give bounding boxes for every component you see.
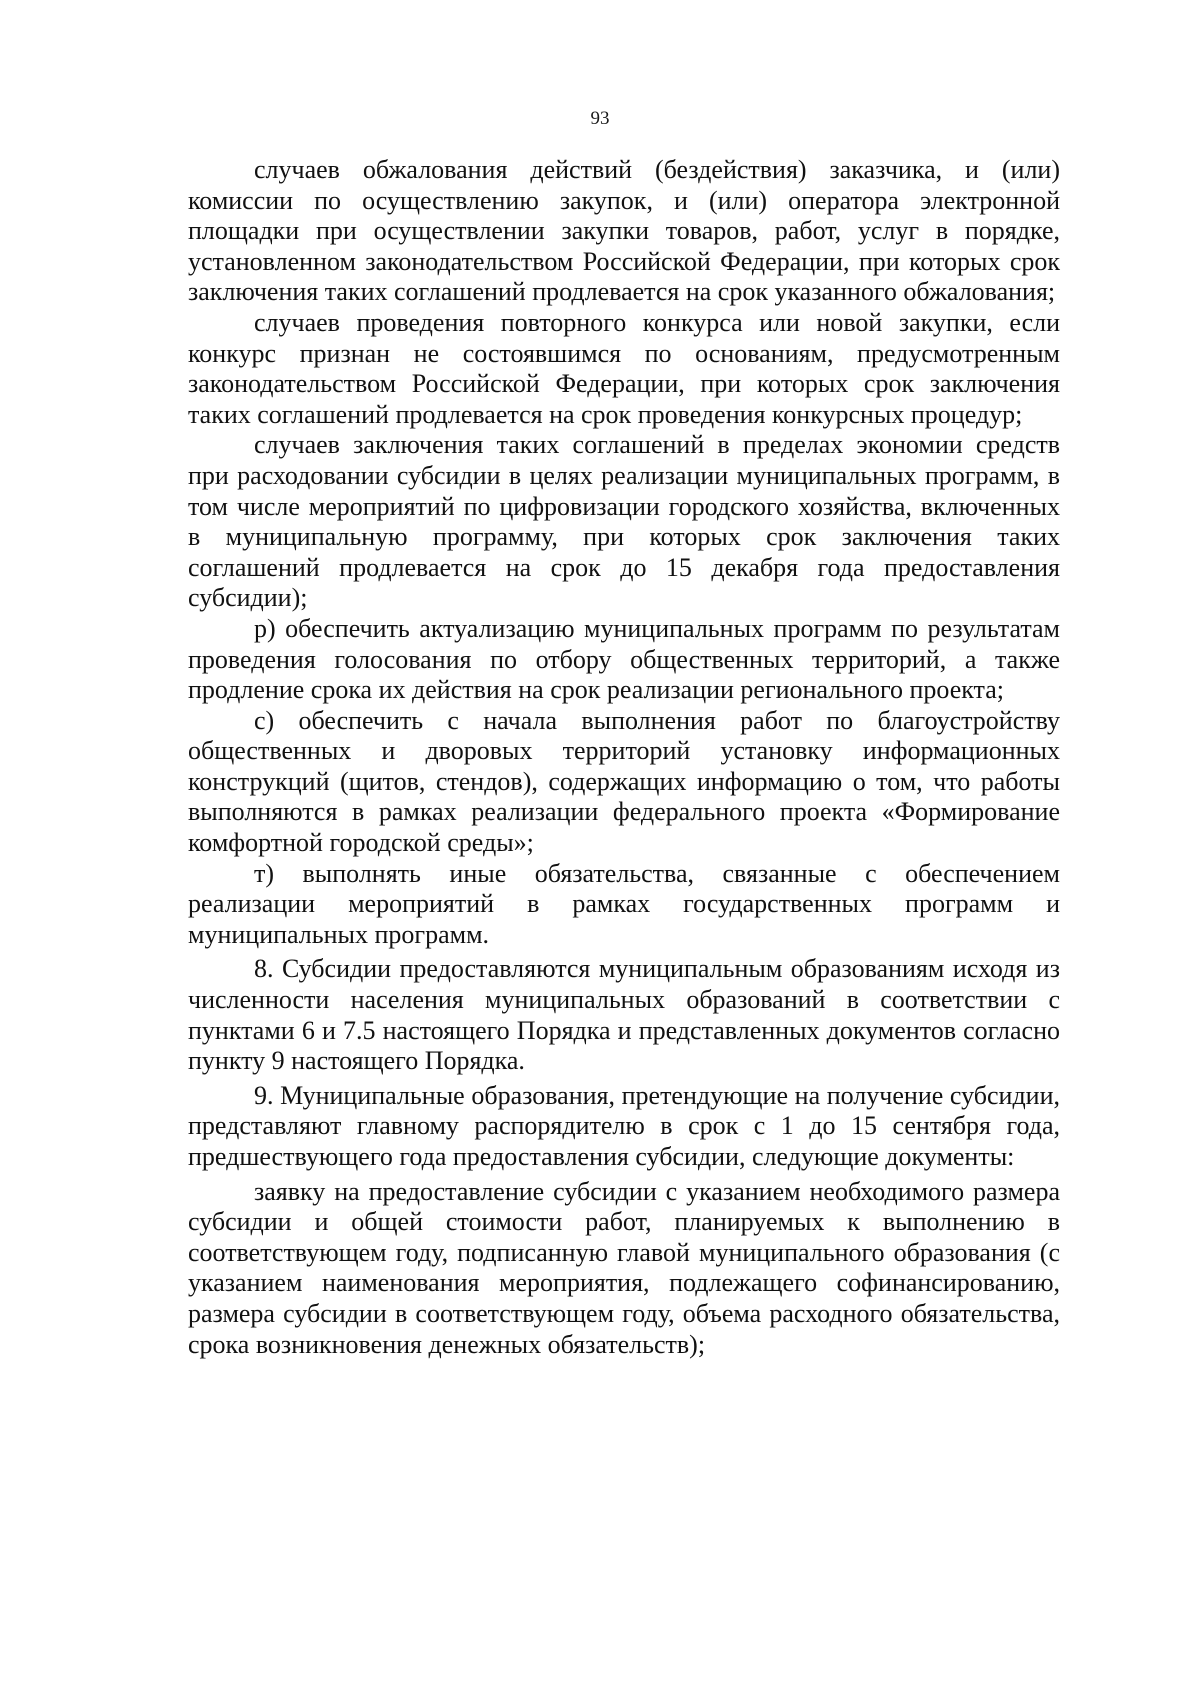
paragraph-application: заявку на предоставление субсидии с указанием необходимого размера субсидии и общей стоимости работ, планируемых к выполнению в соответствующем году, подписанную главой муниципального образования (с указанием наименования мероприятия, подлежащего софинансированию, размера субсидии в соответствующем году, объема расходного обязательства, срока возникновения денежных обязательств); xyxy=(188,1176,1060,1359)
page-number: 93 xyxy=(590,108,610,129)
paragraph-item-t: т) выполнять иные обязательства, связанные с обеспечением реализации мероприятий в рамках государственных программ и муниципальных программ. xyxy=(188,858,1060,949)
document-body xyxy=(188,155,1060,1360)
paragraph-section-8: 8. Субсидии предоставляются муниципальным образованиям исходя из численности населения муниципальных образований в соответствии с пунктами 6 и 7.5 настоящего Порядка и представленных документов согласно пункту 9 настоящего Порядка. xyxy=(188,954,1060,1076)
paragraph-section-9: 9. Муниципальные образования, претендующие на получение субсидии, представляют главному распорядителю в срок с 1 до 15 сентября года, предшествующего года предоставления субсидии, следующие документы: xyxy=(188,1080,1060,1171)
paragraph-item-s: с) обеспечить с начала выполнения работ по благоустройству общественных и дворовых территорий установку информационных конструкций (щитов, стендов), содержащих информацию о том, что работы выполняются в рамках реализации федерального проекта «Формирование комфортной городской среды»; xyxy=(188,705,1060,858)
paragraph-appeal-cases: случаев обжалования действий (бездействия) заказчика, и (или) комиссии по осуществлению закупок, и (или) оператора электронной площадки при осуществлении закупки товаров, работ, услуг в порядке, установленном законодательством Российской Федерации, при которых срок заключения таких соглашений продлевается на срок указанного обжалования; xyxy=(188,155,1060,307)
paragraph-savings-cases: случаев заключения таких соглашений в пределах экономии средств при расходовании субсидии в целях реализации муниципальных программ, в том числе мероприятий по цифровизации городского хозяйства, включенных в муниципальную программу, при которых срок заключения таких соглашений продлевается на срок до 15 декабря года предоставления субсидии); xyxy=(188,430,1060,613)
paragraph-repeat-tender-cases: случаев проведения повторного конкурса или новой закупки, если конкурс признан не состоявшимся по основаниям, предусмотренным законодательством Российской Федерации, при которых срок заключения таких соглашений продлевается на срок проведения конкурсных процедур; xyxy=(188,307,1060,429)
paragraph-item-r: р) обеспечить актуализацию муниципальных программ по результатам проведения голосования по отбору общественных территорий, а также продление срока их действия на срок реализации регионального проекта; xyxy=(188,613,1060,705)
